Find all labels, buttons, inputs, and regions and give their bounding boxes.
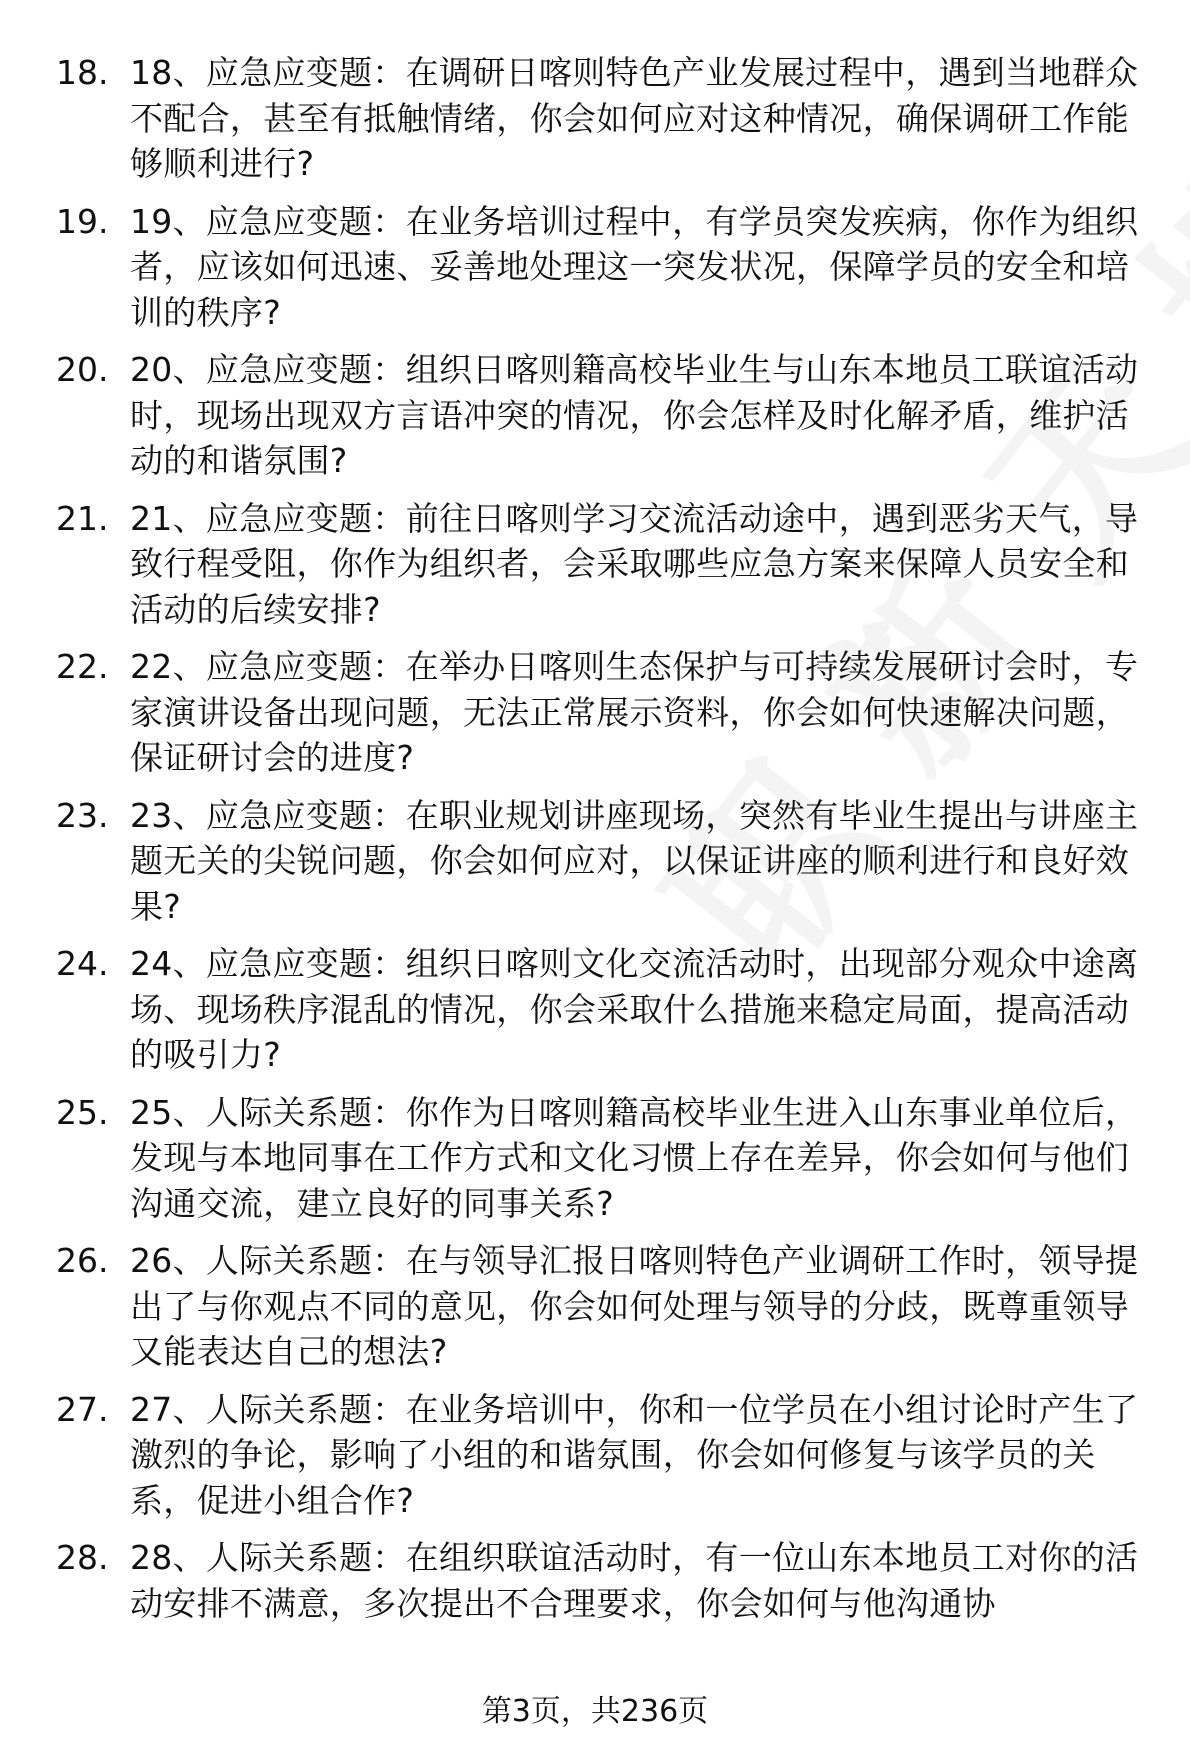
- list-item: [56, 347, 1156, 484]
- item-text: 23、应急应变题：在职业规划讲座现场，突然有毕业生提出与讲座主题无关的尖锐问题，你会如何应对，以保证讲座的顺利进行和良好效果?: [130, 795, 1139, 926]
- list-item: [56, 1238, 1156, 1375]
- item-text: 22、应急应变题：在举办日喀则生态保护与可持续发展研讨会时，专家演讲设备出现问题，无法正常展示资料，你会如何快速解决问题，保证研讨会的进度?: [130, 647, 1139, 777]
- item-number: 28.: [56, 1538, 109, 1577]
- item-text: 18、应急应变题：在调研日喀则特色产业发展过程中，遇到当地群众不配合，甚至有抵触情绪，你会如何应对这种情况，确保调研工作能够顺利进行?: [130, 53, 1139, 183]
- list-item: [56, 941, 1156, 1078]
- list-item: [56, 644, 1156, 781]
- item-number: 25.: [56, 1092, 109, 1132]
- item-number: 18.: [56, 53, 109, 92]
- item-text: 21、应急应变题：前往日喀则学习交流活动途中，遇到恶劣天气，导致行程受阻，你作为组织者，会采取哪些应急方案来保障人员安全和活动的后续安排?: [130, 498, 1139, 629]
- item-text: 28、人际关系题：在组织联谊活动时，有一位山东本地员工对你的活动安排不满意，多次提出不合理要求，你会如何与他沟通协: [130, 1538, 1139, 1623]
- item-number: 19.: [56, 201, 109, 241]
- list-item: [56, 1090, 1156, 1227]
- item-number: 26.: [56, 1241, 109, 1280]
- list-item: [56, 50, 1156, 187]
- item-number: 23.: [56, 795, 109, 835]
- item-text: 27、人际关系题：在业务培训中，你和一位学员在小组讨论时产生了激烈的争论，影响了小组的和谐氛围，你会如何修复与该学员的关系，促进小组合作?: [130, 1389, 1139, 1520]
- list-item: [56, 1535, 1156, 1626]
- item-number: 21.: [56, 498, 109, 538]
- item-text: 20、应急应变题：组织日喀则籍高校毕业生与山东本地员工联谊活动时，现场出现双方言语冲突的情况，你会怎样及时化解矛盾，维护活动的和谐氛围?: [130, 350, 1139, 480]
- item-number: 22.: [56, 647, 109, 686]
- item-text: 19、应急应变题：在业务培训过程中，有学员突发疾病，你作为组织者，应该如何迅速、妥善地处理这一突发状况，保障学员的安全和培训的秩序?: [130, 201, 1139, 332]
- item-number: 27.: [56, 1389, 109, 1429]
- question-list: [56, 50, 1156, 1638]
- item-number: 20.: [56, 350, 109, 389]
- list-item: [56, 199, 1156, 336]
- list-item: [56, 793, 1156, 930]
- page-number-footer: 第3页，共236页: [481, 1694, 709, 1729]
- item-text: 25、人际关系题：你作为日喀则籍高校毕业生进入山东事业单位后，发现与本地同事在工作方式和文化习惯上存在差异，你会如何与他们沟通交流，建立良好的同事关系?: [130, 1092, 1139, 1223]
- item-text: 24、应急应变题：组织日喀则文化交流活动时，出现部分观众中途离场、现场秩序混乱的情况，你会采取什么措施来稳定局面，提高活动的吸引力?: [130, 944, 1139, 1074]
- item-number: 24.: [56, 944, 109, 983]
- item-text: 26、人际关系题：在与领导汇报日喀则特色产业调研工作时，领导提出了与你观点不同的意见，你会如何处理与领导的分歧，既尊重领导又能表达自己的想法?: [130, 1241, 1139, 1371]
- list-item: [56, 1387, 1156, 1524]
- list-item: [56, 496, 1156, 633]
